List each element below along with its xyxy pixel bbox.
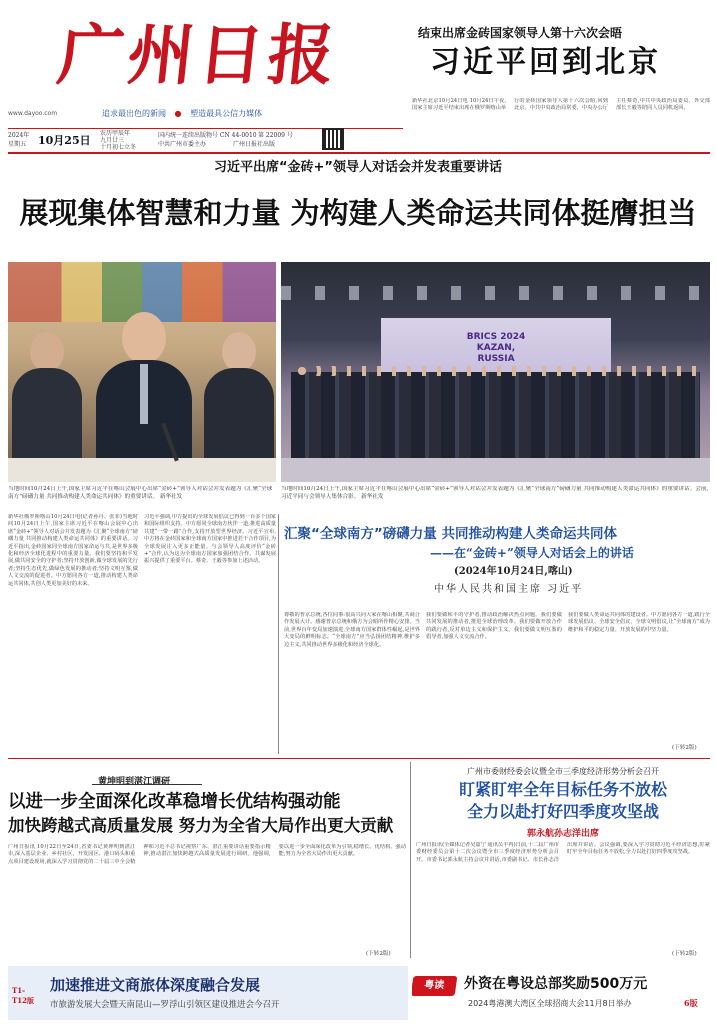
- story-left: [8, 762, 406, 962]
- newspaper-logo: 广州日报: [53, 16, 343, 94]
- story-right-continued: (下转2版): [672, 951, 697, 957]
- story-right: [416, 762, 710, 962]
- footer-right-bar[interactable]: [412, 966, 710, 1020]
- story-left-headline-1: 以进一步全面深化改革稳增长优结构强动能: [8, 792, 341, 812]
- speech-byline: 中华人民共和国主席 习近平: [434, 584, 584, 595]
- story-left-kicker: 黄坤明到湛江调研: [98, 777, 171, 787]
- speech-headline: 汇聚“全球南方”磅礴力量 共同推动构建人类命运共同体: [284, 526, 617, 542]
- lead-story-column-a: 新华社俄罗斯喀山10月24日电(记者孙丹、张菲)当地时间10月24日上午,国家主席习近平在喀山会展中心出席“金砖+”领导人对话会并发表题为《汇聚“全球南方”磅礴力量 共同推动构建人类命运共同体》的重要讲话。习近平指出,金砖国家同全球南方国家命运与共,是世界多极化和经济全球化进程中的重要力量。我们要坚持和平发展,做共同安全的守护者;坚持开放创新,做全球发展的先行者;坚持生态优先,做绿色发展的推动者;坚持文明互鉴,做人文交流的促进者。中方愿同各方一道,推动构建人类命运共同体,共创人类更加美好的未来。: [8, 514, 138, 587]
- pub-4: 广州日报社出版: [233, 141, 276, 148]
- lead-kicker: 习近平出席“金砖+”领导人对话会并发表重要讲话: [214, 160, 502, 175]
- lunar-3: 十月初七立冬: [100, 144, 137, 151]
- footer-left-bar[interactable]: [8, 966, 408, 1020]
- leaders-heads: [295, 366, 697, 376]
- stage-lights: [281, 286, 710, 300]
- slogan-dot: ●: [174, 109, 182, 118]
- top-rule: [8, 152, 710, 154]
- slogan-left: 追求最出色的新闻: [102, 109, 166, 118]
- pub-2: 中共广州市委主办: [158, 141, 207, 148]
- leaders-group: [291, 372, 700, 462]
- website: www.dayoo.com: [8, 110, 58, 117]
- story-left-body: 广州日报讯 10月22日至24日,省委书记黄坤明到湛江市,深入基层企业、乡村社区、开发园区、港口码头和重点项目建设现场,就深入学习贯彻党的二十届三中全会精神和习近平总书记视察广东、湛江重要讲话重要指示精神,推动湛江加快跨越式高质量发展进行调研。他强调,要以进一步全面深化改革为引领,稳增长、优结构、强动能,努力为全省大局作出更大贡献。: [8, 844, 406, 865]
- story-left-kicker-rule: [92, 784, 202, 785]
- story-right-byline: 郭永航孙志洋出席: [526, 829, 599, 839]
- date-weekday: 星期五: [8, 141, 27, 148]
- footer-right-headline: 外资在粤设总部奖励500万元: [464, 976, 648, 992]
- story-left-continued: (下转2版): [366, 951, 391, 957]
- qr-code-icon: [322, 128, 344, 150]
- story-right-body: 广州日报讯(全媒体记者吴嘉宁 通讯员丰再)日前,十二届广州市委财经委员会第十二次会议暨全市三季度经济形势分析会召开。市委书记郭永航主持会议并讲话,市委副书记、市长孙志洋出席并讲话。会议强调,要深入学习贯彻习近平经济思想,盯紧盯牢全年目标任务不放松,全力以赴打好四季度攻坚战。: [416, 842, 710, 863]
- footer-page-label-1: T1-: [12, 986, 25, 995]
- date-year: 2024年: [8, 132, 30, 139]
- footer-page-label-2: T12版: [12, 996, 34, 1005]
- lunar-2: 九月廿三: [100, 137, 125, 144]
- pub-3: 第 22009 号: [258, 132, 293, 139]
- pub-1: 国内统一连续出版物号 CN 44-0010: [158, 132, 257, 139]
- desk: [8, 458, 276, 482]
- slogan: [102, 108, 262, 119]
- story-right-headline-1: 盯紧盯牢全年目标任务不放松: [458, 780, 667, 799]
- top-right-kicker: 结束出席金砖国家领导人第十六次会晤: [418, 26, 623, 40]
- lead-headline: 展现集体智慧和力量 为构建人类命运共同体挺膺担当: [19, 196, 697, 230]
- divider-vertical-1: [278, 514, 279, 754]
- speech-column-c: 尊敬的普京总统,各位同事:很高兴同大家在喀山相聚,共商合作发展大计。感谢普京总统和俄方为会晤所作精心安排。当前,世界百年变局加速演进,全球南方国家群体性崛起,是世界大变局的鲜明标志。“全球南方”应当弘扬团结精神,维护多边主义,共同推动世界多极化和经济全球化。: [284, 612, 420, 648]
- lead-story-column-b: 习近平强调,中方提出的全球发展倡议已得到一百多个国家和国际组织支持。中方愿同全球南方伙伴一道,推进高质量共建“一带一路”合作,支持开放型世界经济。习近平宣布,中方将在金砖国家和全球南方国家中推进若干合作项目,为全球发展注入更多正能量。与会领导人高度评价“金砖+”合作,认为这为全球南方国家加强团结合作、共谋发展振兴提供了重要平台。蔡奇、王毅等参加上述活动。: [144, 514, 276, 565]
- speech-dateline: (2024年10月24日,喀山): [454, 566, 573, 577]
- date-block: [8, 132, 408, 150]
- footer-left-sub: 市旅游发展大会暨天南昆山—罗浮山引领区建设推进会今召开: [50, 1000, 280, 1010]
- story-right-headline-2: 全力以赴打好四季度攻坚战: [466, 802, 659, 821]
- photo-right: [281, 262, 710, 482]
- divider-vertical-2: [410, 762, 411, 958]
- top-right-body: 新华社北京10月24日电 10月24日午夜,国家主席习近平结束出席在俄罗斯喀山举行的金砖国家领导人第十六次会晤,回到北京。中共中央政治局常委、中央办公厅主任蔡奇,中共中央政治局委员、外交部部长王毅等陪同人员同机返回。: [412, 98, 710, 112]
- date-main: 10月25日: [38, 134, 91, 147]
- speech-block: [284, 514, 710, 608]
- footer-right-page: 6版: [684, 998, 698, 1008]
- slogan-right: 塑造最具公信力媒体: [190, 109, 263, 118]
- divider-horizontal-mid: [8, 758, 710, 759]
- photo-left-caption: 当地时间10月24日上午,国家主席习近平在喀山会展中心出席“金砖+”领导人对话会并发表题为《汇聚“全球南方”磅礴力量 共同推动构建人类命运共同体》的重要讲话。 新华社发: [8, 486, 273, 500]
- story-right-kicker: 广州市委财经委会议暨全市三季度经济形势分析会召开: [467, 767, 659, 776]
- speech-continued: (下转2版): [672, 745, 697, 751]
- story-left-headline-2: 加快跨越式高质量发展 努力为全省大局作出更大贡献: [8, 816, 394, 835]
- stage-floor: [281, 458, 710, 482]
- footer-right-badge: 粤读: [412, 976, 457, 996]
- footer-right-sub: 2024粤港澳大湾区全球招商大会11月8日举办: [468, 999, 632, 1008]
- lunar-1: 农历甲辰年: [100, 130, 131, 137]
- brics-banner: BRICS 2024 KAZAN, RUSSIA: [466, 332, 526, 364]
- photo-right-caption: 当地时间10月24日上午,国家主席习近平在喀山会展中心出席“金砖+”领导人对话会并发表题为《汇聚“全球南方”磅礴力量 共同推动构建人类命运共同体》的重要讲话。会前,习近平同与会领导人集体合影。 新华社发: [281, 486, 709, 500]
- footer-left-headline: 加速推进文商旅体深度融合发展: [50, 976, 261, 994]
- top-right-headline: 习近平回到北京: [430, 45, 661, 80]
- speech-column-d: 我们要做和平的守护者,推动政治解决热点问题。我们要做共同发展的推动者,推进全球治理改革。我们要做开放合作的践行者,反对单边主义和保护主义。我们要做文明互鉴的倡导者,加强人文交流合作。: [426, 612, 562, 641]
- top-right-story: [412, 22, 710, 150]
- speech-subhead: ——在“金砖+”领导人对话会上的讲话: [430, 546, 634, 560]
- photo-left: [8, 262, 276, 482]
- speech-column-e: 我们要做人类命运共同体的建设者。中方愿同各方一道,践行全球发展倡议、全球安全倡议、全球文明倡议,让“全球南方”成为维护和平的稳定力量、开放发展的中坚力量。: [568, 612, 710, 633]
